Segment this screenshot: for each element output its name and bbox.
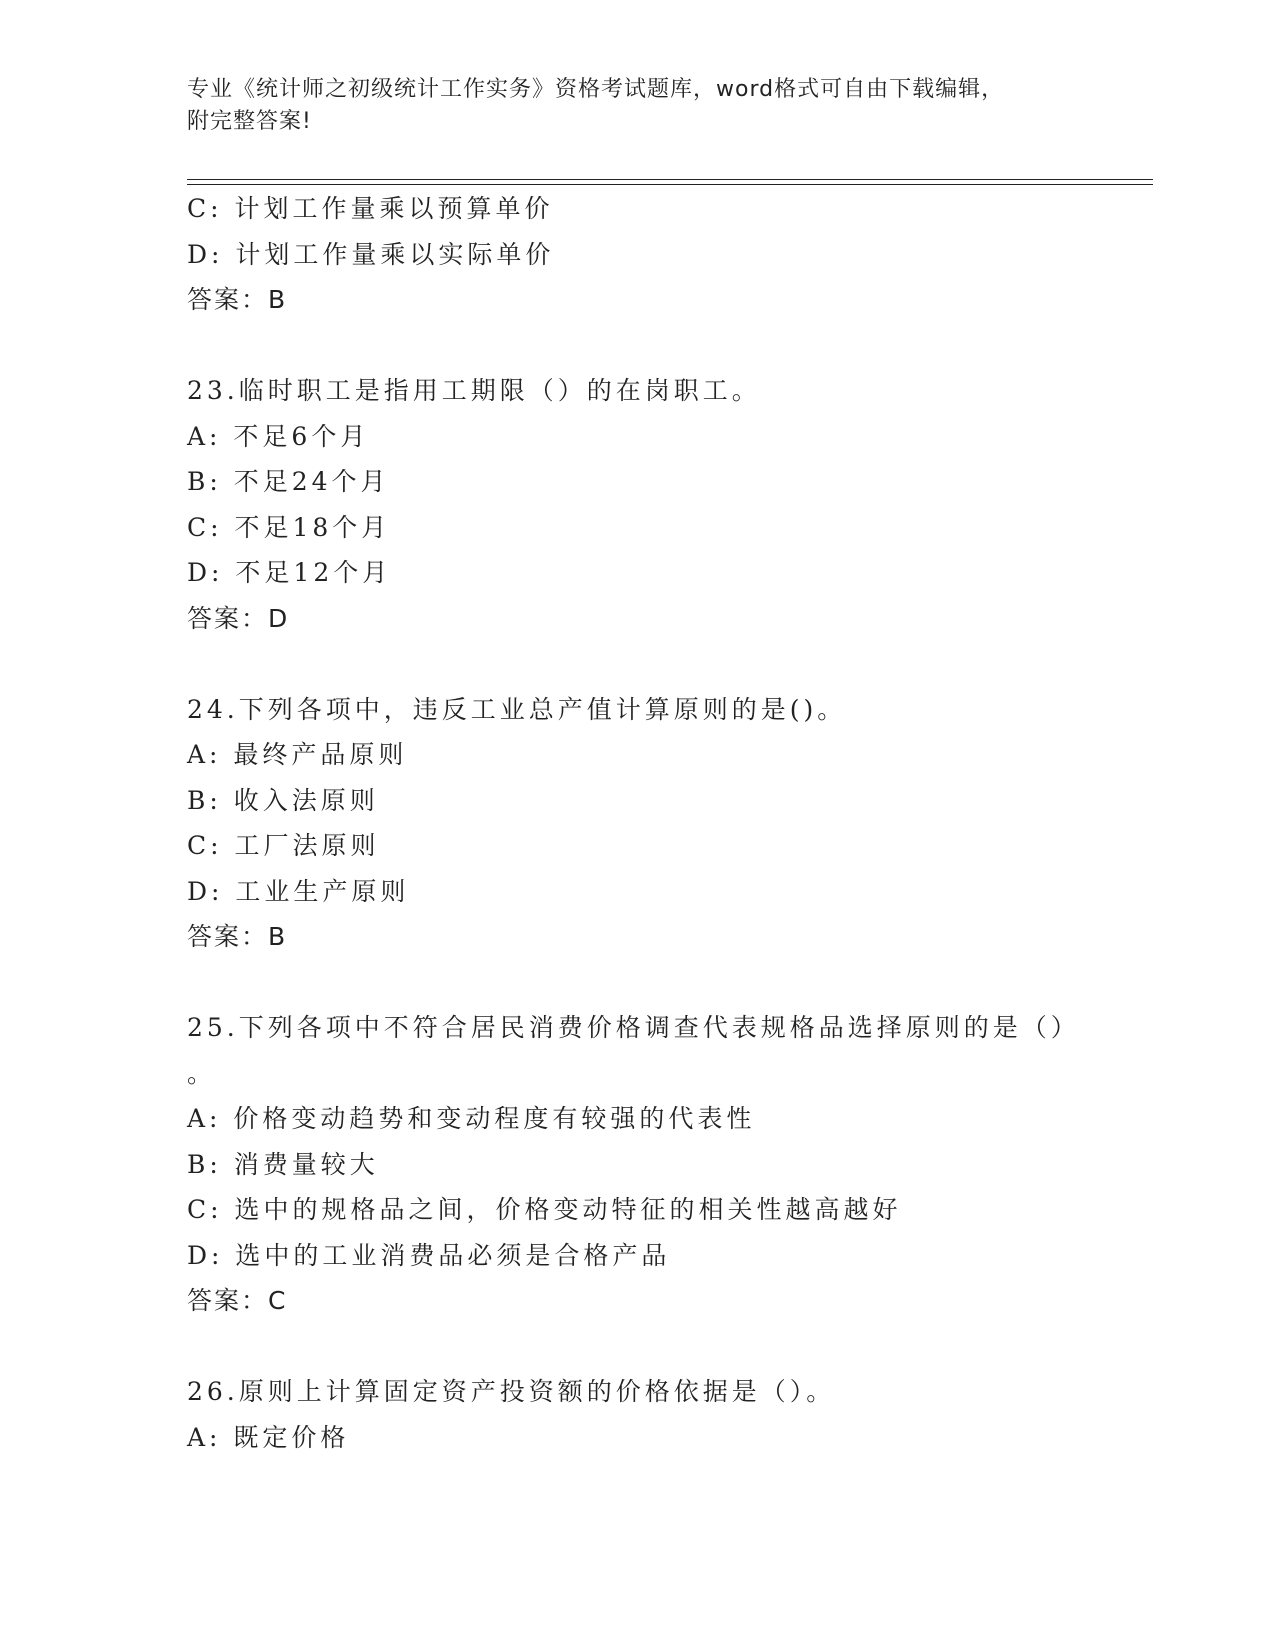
header-divider-bottom xyxy=(187,184,1153,185)
option-d: D: 选中的工业消费品必须是合格产品 xyxy=(187,1240,671,1270)
header-divider-top xyxy=(187,179,1153,180)
option-a: A: 既定价格 xyxy=(187,1422,350,1452)
header-line-2: 附完整答案! xyxy=(187,109,312,134)
question-stem: 25.下列各项中不符合居民消费价格调查代表规格品选择原则的是（） xyxy=(187,1013,1080,1042)
spacer xyxy=(187,323,1087,369)
question-block-26 xyxy=(187,1369,1087,1460)
spacer xyxy=(187,1324,1087,1370)
option-a: A: 不足6个月 xyxy=(187,421,370,451)
option-d: D: 工业生产原则 xyxy=(187,876,410,906)
question-list xyxy=(187,186,1087,1460)
option-b: B: 消费量较大 xyxy=(187,1149,379,1179)
question-stem: 23.临时职工是指用工期限（）的在岗职工。 xyxy=(187,376,761,405)
option-b: B: 不足24个月 xyxy=(187,467,390,496)
question-stem-continuation: 。 xyxy=(187,1058,213,1088)
option-a: A: 价格变动趋势和变动程度有较强的代表性 xyxy=(187,1104,756,1133)
option-c: C: 选中的规格品之间，价格变动特征的相关性越高越好 xyxy=(187,1195,902,1224)
question-block-23 xyxy=(187,368,1087,641)
answer-line: 答案：B xyxy=(187,922,288,951)
option-a: A: 最终产品原则 xyxy=(187,740,408,769)
answer-line: 答案：B xyxy=(187,285,288,314)
question-stem: 26.原则上计算固定资产投资额的价格依据是（）。 xyxy=(187,1377,836,1406)
question-block-25 xyxy=(187,1005,1087,1324)
spacer xyxy=(187,641,1087,687)
question-block-prev xyxy=(187,186,1087,323)
option-d: D: 计划工作量乘以实际单价 xyxy=(187,239,555,269)
option-d: D: 不足12个月 xyxy=(187,558,392,587)
question-stem: 24.下列各项中，违反工业总产值计算原则的是()。 xyxy=(187,694,847,724)
answer-line: 答案：D xyxy=(187,603,290,633)
option-c: C: 计划工作量乘以预算单价 xyxy=(187,194,554,223)
answer-line: 答案：C xyxy=(187,1286,288,1315)
option-c: C: 工厂法原则 xyxy=(187,831,380,860)
option-c: C: 不足18个月 xyxy=(187,512,391,542)
option-b: B: 收入法原则 xyxy=(187,785,379,815)
question-block-24 xyxy=(187,687,1087,960)
header-line-1: 专业《统计师之初级统计工作实务》资格考试题库，word格式可自由下载编辑， xyxy=(187,77,1005,102)
spacer xyxy=(187,960,1087,1006)
page-header xyxy=(187,74,1087,138)
